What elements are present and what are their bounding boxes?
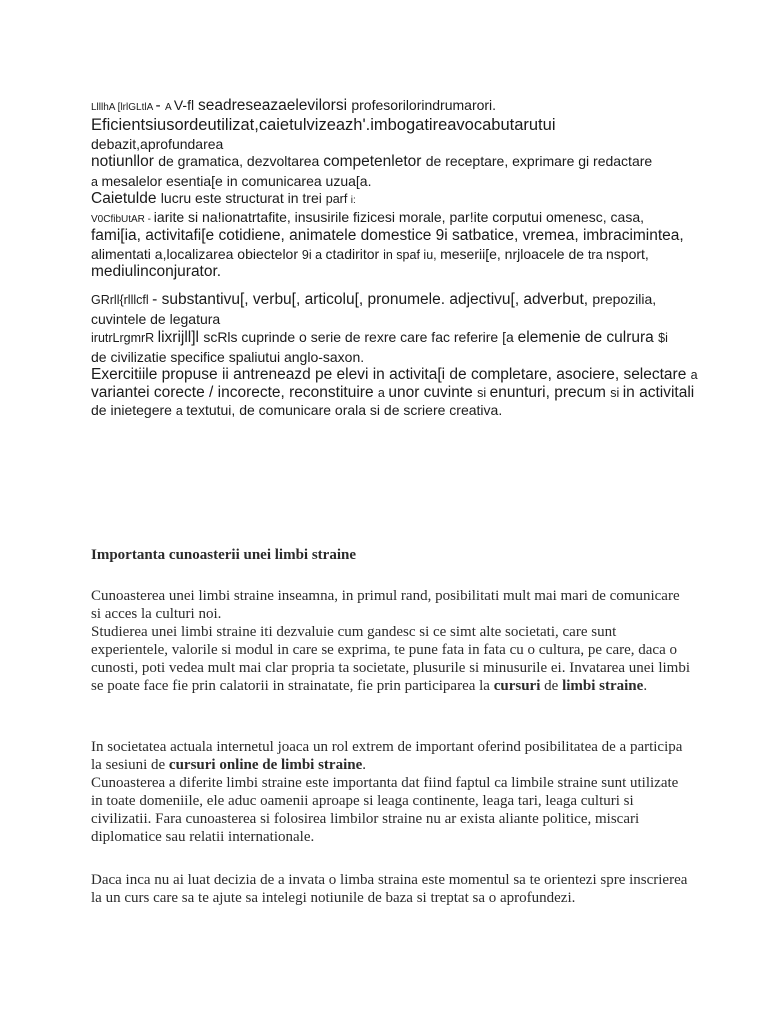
ocr-segment: substantivu[, verbu[, articolu[, pronumele. adjectivu[, adverbut, xyxy=(161,291,593,308)
ocr-line-3 xyxy=(91,136,223,154)
ocr-segment: si xyxy=(610,386,623,400)
ocr-line-14 xyxy=(91,349,364,367)
ocr-line-5 xyxy=(91,173,371,191)
ocr-segment: in spaf iu, xyxy=(383,248,441,262)
ocr-segment: de receptare, exprimare gi redactare xyxy=(425,153,653,169)
ocr-segment: a xyxy=(690,368,698,382)
ocr-segment: nsport, xyxy=(606,246,649,262)
ocr-segment: de gramatica, dezvoltarea xyxy=(158,153,324,169)
ocr-segment: - xyxy=(155,97,165,114)
ocr-line-4 xyxy=(91,153,652,171)
ocr-line-12 xyxy=(91,311,220,329)
ocr-segment: cotidiene, animatele domestice xyxy=(218,227,436,244)
ocr-segment: a xyxy=(377,386,389,400)
ocr-segment: textutui, de comunicare orala si de scriere creativa. xyxy=(186,402,503,418)
ocr-segment: scRls cuprinde o serie de rexre care fac referire [a xyxy=(203,329,518,345)
paragraph-2 xyxy=(91,623,691,695)
ocr-segment: ctadiritor xyxy=(325,246,384,262)
ocr-segment: a xyxy=(91,175,102,189)
ocr-segment: variantei corecte / incorecte, reconstituire xyxy=(91,384,378,401)
ocr-segment: meserii[e, nrjloacele de xyxy=(440,246,588,262)
paragraph-2-text-mid: de xyxy=(540,678,563,694)
paragraph-2-text: Studierea unei limbi straine iti dezvaluie cum gandesc si ce simt alte societati, care sunt experientele, valorile si modul in care se exprima, te pune fata in fata cu o cultura, pe care, daca o cunosti, poti vedea mult mai clar propria ta societate, plusurile si minusurile ei. Invatarea unei limbi se poate face fie prin calatorii in strainatate, fie prin participarea la xyxy=(91,624,690,694)
ocr-segment: profesorilorindrumarori. xyxy=(351,97,497,113)
ocr-segment: Caietulde xyxy=(91,190,161,207)
ocr-segment: unor cuvinte xyxy=(388,384,478,401)
ocr-segment: competenletor xyxy=(323,153,426,170)
ocr-line-9 xyxy=(91,246,649,264)
ocr-segment: LlllhA [lrlGLtlA xyxy=(91,102,156,113)
ocr-segment: notiunllor xyxy=(91,153,159,170)
ocr-segment: irutrLrgmrR xyxy=(91,331,158,345)
ocr-segment: cuvintele de legatura xyxy=(91,311,221,327)
ocr-line-17 xyxy=(91,402,502,420)
link-cursuri-online[interactable]: cursuri online de limbi straine xyxy=(168,757,363,773)
paragraph-2-end: . xyxy=(643,678,648,694)
ocr-segment: iarite si na!ionatrtafite, insusirile fizicesi morale, par!ite corputui omenesc, casa, xyxy=(153,209,645,225)
ocr-segment: mesalelor esentia[e in comunicarea uzua[a. xyxy=(101,173,372,189)
ocr-segment: V-fl xyxy=(173,97,198,113)
ocr-segment: Exercitiile propuse ii antreneazd pe elevi in activita[i de completare, asociere, selectare xyxy=(91,366,691,383)
ocr-segment: 9i a xyxy=(301,248,326,262)
ocr-segment: a xyxy=(175,404,187,418)
article-title: Importanta cunoasterii unei limbi straine xyxy=(91,547,356,563)
ocr-segment: lucru este structurat in trei xyxy=(160,190,326,206)
ocr-line-15 xyxy=(91,366,698,384)
paragraph-3-end: . xyxy=(362,757,366,773)
ocr-segment: A xyxy=(164,102,174,113)
paragraph-3 xyxy=(91,738,691,774)
ocr-segment: debazit,aprofundarea xyxy=(91,136,224,152)
ocr-segment: mediulinconjurator. xyxy=(91,263,222,280)
ocr-segment: i: xyxy=(350,195,356,206)
ocr-segment: de inietegere xyxy=(91,402,176,418)
ocr-segment: prepozilia, xyxy=(592,291,657,307)
ocr-line-7 xyxy=(91,209,644,227)
ocr-segment: 9i satbatice, vremea, imbracimintea, xyxy=(435,227,684,244)
ocr-line-6 xyxy=(91,190,356,208)
ocr-segment: - xyxy=(152,291,162,308)
ocr-line-8 xyxy=(91,227,684,245)
ocr-segment: in activitali xyxy=(622,384,695,401)
paragraph-3-text: In societatea actuala internetul joaca un rol extrem de important oferind posibilitatea de a participa la sesiuni de xyxy=(91,739,683,773)
ocr-line-1 xyxy=(91,97,496,115)
ocr-segment: tra xyxy=(587,248,607,262)
ocr-segment: $i xyxy=(658,331,668,345)
paragraph-5: Daca inca nu ai luat decizia de a invata o limba straina este momentul sa te orientezi spre inscrierea la un curs care sa te ajute sa intelegi notiunile de baza si treptat sa o aprofundezi. xyxy=(91,872,688,906)
paragraph-4: Cunoasterea a diferite limbi straine este importanta dat fiind faptul ca limbile straine sunt utilizate in toate domeniile, ele aduc oamenii aproape si leaga continente, leaga tari, leaga culturi si civilizatii. Fara cunoasterea si folosirea limbilor straine nu ar exista aliante politice, miscari diplomatice sau relatii internationale. xyxy=(91,775,679,845)
ocr-line-10 xyxy=(91,263,221,281)
ocr-segment: de civilizatie specifice spaliutui anglo-saxon. xyxy=(91,349,365,365)
ocr-line-16 xyxy=(91,384,694,402)
link-cursuri[interactable]: cursuri xyxy=(493,678,541,694)
ocr-segment: si xyxy=(477,386,490,400)
ocr-segment: lixrijll]l xyxy=(157,329,204,346)
ocr-segment: enunturi, precum xyxy=(489,384,611,401)
ocr-segment: alimentati a,localizarea obiectelor xyxy=(91,246,302,262)
ocr-line-11 xyxy=(91,291,656,309)
ocr-segment: Eficientsiusordeutilizat,caietulvizeazh'.imbogatireavocabutarutui xyxy=(91,116,556,134)
ocr-segment: V0CfibUtAR - xyxy=(91,214,154,225)
ocr-line-13 xyxy=(91,329,668,347)
ocr-segment: parf xyxy=(325,192,351,206)
paragraph-1: Cunoasterea unei limbi straine inseamna, in primul rand, posibilitati mult mai mari de comunicare si acces la culturi noi. xyxy=(91,588,680,622)
ocr-segment: fami[ia, activitafi[e xyxy=(91,227,219,244)
ocr-line-2 xyxy=(91,116,555,135)
link-limbi-straine[interactable]: limbi straine xyxy=(562,678,644,694)
ocr-segment: elemenie de culrura xyxy=(517,329,659,346)
ocr-segment: GRrll{rlllcfl xyxy=(91,293,153,307)
ocr-segment: seadreseazaelevilorsi xyxy=(197,97,352,114)
